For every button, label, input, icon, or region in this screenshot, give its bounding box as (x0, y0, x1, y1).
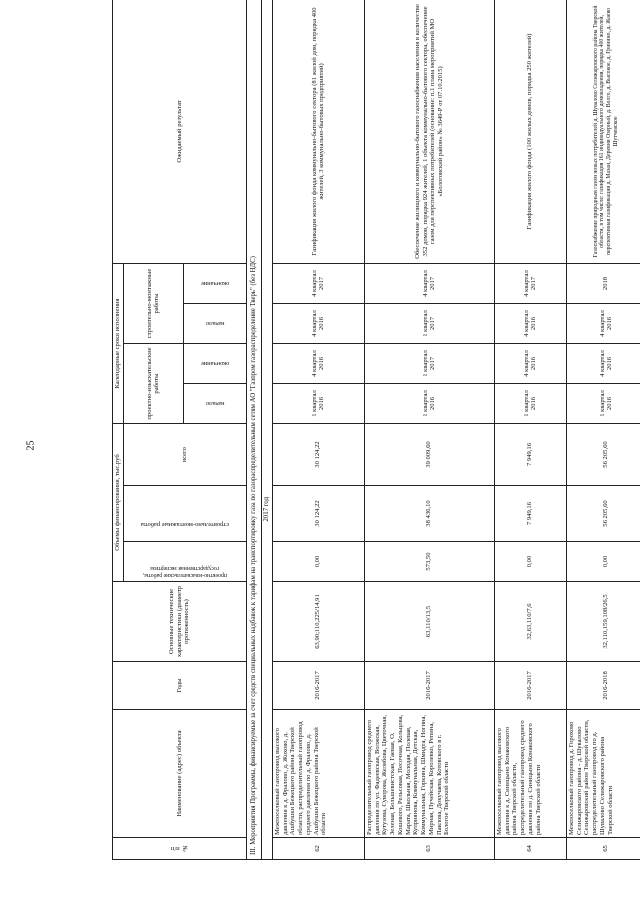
row-constr-end: 2018 (566, 263, 640, 303)
row-design: 0,00 (272, 542, 364, 582)
table-row (272, 0, 364, 860)
row-years: 2016-2017 (272, 662, 364, 710)
table-row (494, 0, 566, 860)
row-design: 573,50 (364, 542, 494, 582)
header-name: Наименование (адрес) объекта (113, 710, 247, 838)
row-years: 2016-2017 (364, 662, 494, 710)
row-result: Газоснабжение природным газом новых потребителей д. Шувалово Селижаровского района Тверской области, в том числе: газификация 161 индивидуального домовладения, порядка 400 жителей, перспективная газификация д. Мазаи, Деревня Озерный, д. Волго, д. Высокое, д. Гринино, д. Жаево Шутчевское (566, 0, 640, 263)
header-total: всего (123, 424, 246, 486)
header-constr-end: окончание (183, 263, 246, 303)
row-design-end: 4 квартал 2016 (272, 344, 364, 384)
header-construction-installation: строительно-монтажные работы (123, 486, 246, 542)
row-result: Обеспечение жилищного и коммунально-бытового газоснабжения населения в количестве 352 домов, порядка 924 жителей, 1 объекта коммунально-бытового сектора, обеспечение газом для перспективных потребителей (основание: п.1 плана мероприятий МО «Бологовский район» № 3649-Р от 07.10.2015) (364, 0, 494, 263)
row-design-start: 1 квартал 2016 (566, 384, 640, 424)
row-design: 0,00 (566, 542, 640, 582)
row-design-start: 1 квартал 2016 (364, 384, 494, 424)
row-tech: 63,110/13,5 (364, 582, 494, 662)
header-design-start: начало (183, 384, 246, 424)
row-constr-end: 4 квартал 2017 (494, 263, 566, 303)
row-name: Межпоселковый газопровод д. Горохово Селижаровского района - д. Шувалово Селижаровский район Тверской области, распределительный газопровод по д. Шувалово Селижаровского района Тверской области (566, 710, 640, 838)
row-num: 65 (566, 838, 640, 860)
row-num: 63 (364, 838, 494, 860)
row-design-start: 1 квартал 2016 (272, 384, 364, 424)
header-num: № п/п (113, 838, 247, 860)
header-design-works: проектно-изыскательские работы (123, 344, 183, 424)
year-row (261, 0, 272, 860)
row-num: 62 (272, 838, 364, 860)
row-design-end: 1 квартал 2017 (364, 344, 494, 384)
row-name: Межпоселковый газопровод высокого давления к д. Синицыно Конаковского района Тверской области, распределительный газопровод среднего давления по д. Синицыно Конаковского района Тверской области (494, 710, 566, 838)
table-row (364, 0, 494, 860)
row-name: Межпоселковый газопровод высокого давления к д. Фралово, д. Жохово, д. Ашбушки Бежецкого района Тверской области, распределительный газопровод среднего давления по д. Фралово, д. Ашбушки Бежецкого района Тверской области (272, 710, 364, 838)
row-total: 39 009,60 (364, 424, 494, 486)
row-tech: 63,90;110,225/14,91 (272, 582, 364, 662)
row-tech: 32,63,110/7,6 (494, 582, 566, 662)
row-constr-start: 4 квартал 2016 (566, 304, 640, 344)
section-row (246, 0, 261, 860)
row-design-end: 4 квартал 2016 (494, 344, 566, 384)
row-years: 2016-2017 (494, 662, 566, 710)
row-total: 56 205,60 (566, 424, 640, 486)
header-construction-works: строительно-монтажные работы (123, 263, 183, 343)
header-design-end: окончание (183, 344, 246, 384)
row-num: 64 (494, 838, 566, 860)
row-design-end: 4 квартал 2016 (566, 344, 640, 384)
program-table-sheet (112, 4, 622, 860)
row-total: 7 949,16 (494, 424, 566, 486)
header-financing: Объемы финансирования, тыс.руб (113, 424, 124, 582)
row-construction: 7 949,16 (494, 486, 566, 542)
row-construction: 56 205,60 (566, 486, 640, 542)
row-years: 2016-2018 (566, 662, 640, 710)
table-row (566, 0, 640, 860)
row-name: Распределительный газопровод среднего давления по ул. Фадеевская, Волжская, Кутузова, Суворова, Желябова, Цветочная, Зеленая, Большевистская, Гаевая, О. Кошевого, Рельсовая, Песочная, Кольцова, Марата, Школьная, Молодая, Полевая, Куприянова, Коммунальная, Детская, Коммунальная, Горкина, Шмидта, Ногина, Мирная, Пучейская, Королевко, Репина, Павлова, Докучаева, Котовского в г. Бологое Тверской области (364, 710, 494, 838)
header-design-survey: проектно-изыскательские работы, государственная экспертиза (123, 542, 246, 582)
row-constr-end: 4 квартал 2017 (272, 263, 364, 303)
page-number: 25 (25, 440, 37, 451)
row-construction: 30 124,22 (272, 486, 364, 542)
section-title: III. Мероприятия Программы, финансируемые за счет средств специальных надбавок к тарифам на транспортировку газа по газораспределительным сетям АО "Газпром газораспределение Тверь" (без НДС) (246, 0, 261, 860)
row-design-start: 1 квартал 2016 (494, 384, 566, 424)
header-result: Ожидаемый результат (113, 0, 247, 263)
row-total: 30 124,22 (272, 424, 364, 486)
row-constr-start: 1 квартал 2017 (364, 304, 494, 344)
header-tech: Основные технические характеристики (диаметр протяженность) (113, 582, 247, 662)
row-constr-start: 4 квартал 2016 (494, 304, 566, 344)
row-tech: 32,110,159,108/26,5 (566, 582, 640, 662)
row-constr-end: 4 квартал 2017 (364, 263, 494, 303)
row-result: Газификация жилого фонда (100 жилых домов, порядка 250 жителей) (494, 0, 566, 263)
header-schedule: Календарные сроки исполнения (113, 263, 124, 423)
header-years: Годы (113, 662, 247, 710)
row-design: 0,00 (494, 542, 566, 582)
row-construction: 38 436,10 (364, 486, 494, 542)
program-table (112, 0, 640, 860)
year-label: 2017 год (261, 0, 272, 582)
header-constr-start: начало (183, 304, 246, 344)
header-row-1 (113, 0, 124, 860)
row-result: Газификация жилого фонда коммунально-бытового сектора (81 жилой дом, порядка 400 жителей, 3 коммунально-бытовых предприятий) (272, 0, 364, 263)
row-constr-start: 4 квартал 2016 (272, 304, 364, 344)
